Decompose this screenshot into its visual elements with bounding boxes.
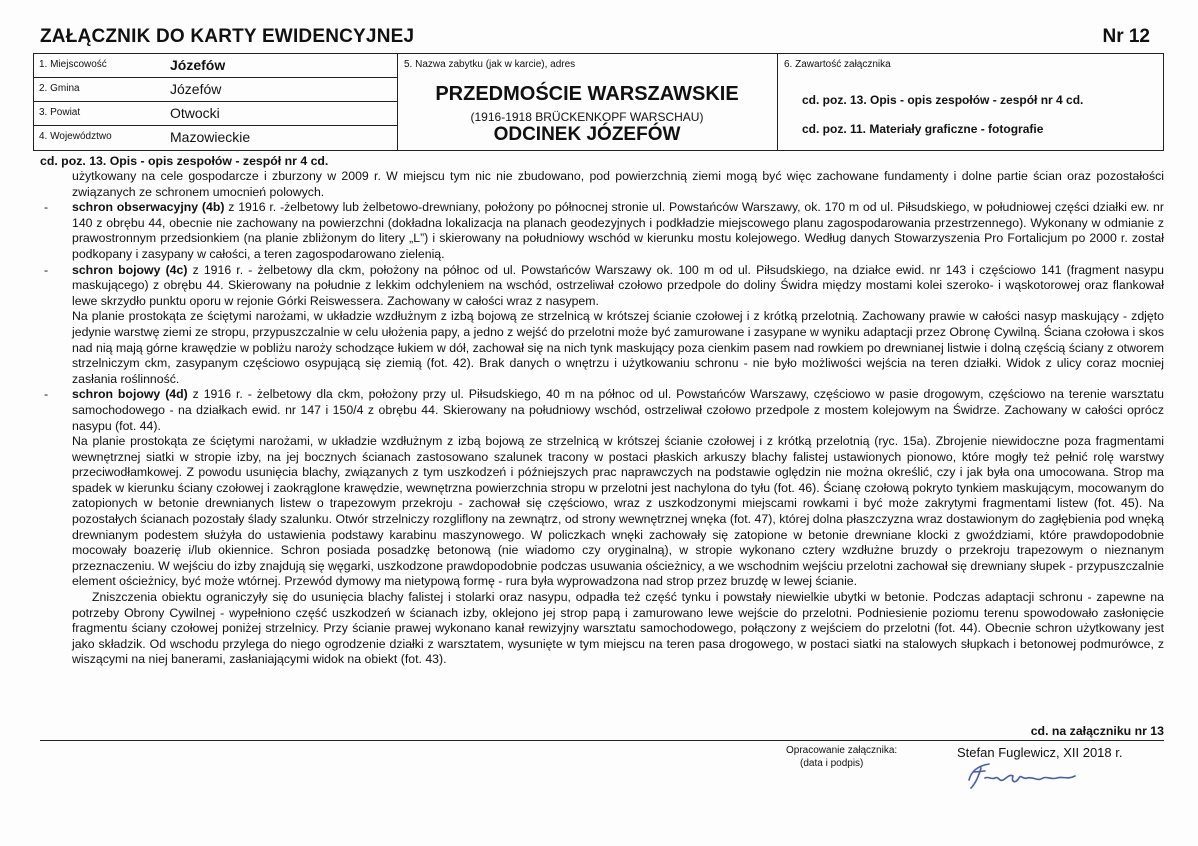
monument-column	[398, 54, 778, 150]
date-signature-label: (data i podpis)	[800, 758, 864, 769]
field-value: Mazowieckie	[170, 129, 251, 145]
intro-paragraph: użytkowany na cele gospodarcze i zburzony w 2009 r. W miejscu tym nic nie zbudowano, pod powierzchnią ziemi mogą być więc zachowane fundamenty i dolne partie ścian oraz pozostałości związanych ze schronem umocnień polowych.	[72, 169, 1164, 199]
handwritten-signature	[955, 758, 1095, 795]
field-value: Otwocki	[170, 105, 220, 121]
section-heading: cd. poz. 13. Opis - opis zespołów - zespół nr 4 cd.	[40, 154, 329, 168]
bunker-name: schron bojowy (4c)	[72, 262, 188, 277]
bunker-text: z 1916 r. - żelbetowy dla ckm, położony przy ul. Piłsudskiego, 40 m na północ od ul. Powstańców Warszawy, częściowo w pasie drogowym, częściowo na terenie warsztatu samochodowego - na działkach ewid. nr 147 i 150/4 z obrębu 44. Skierowany na południowy wschód, ostrzeliwał czołowo przedpole z mostem kolejowym na Świdrze. Zachowany w całości oprócz nasypu (fot. 44).	[72, 387, 1164, 433]
monument-subtitle: (1916-1918 BRÜCKENKOPF WARSCHAU)	[470, 110, 704, 124]
field-voivodeship	[34, 126, 398, 150]
attachment-number: Nr 12	[1102, 26, 1150, 47]
location-column	[34, 54, 398, 150]
field-label: 4. Województwo	[39, 131, 112, 142]
field-label: 1. Miejscowość	[39, 59, 107, 70]
field-value: Józefów	[170, 57, 226, 73]
bunker-text: z 1916 r. - żelbetowy dla ckm, położony na północ od ul. Powstańców Warszawy ok. 100 m od ul. Piłsudskiego, na działce ewid. nr 143 i częściowo 141 (fragment nasypu maskującego) z obrębu 44. Skierowany na południe z lekkim odchyleniem na wschód, ostrzeliwał czołowo przedpole do doliny Świdra między mostami kolei szeroko- i wąskotorowej oraz flankował lewe skrzydło punktu oporu w rejonie Górki Reiswessera. Zachowany w całości wraz z nasypem.	[72, 262, 1164, 308]
bunker-name: schron obserwacyjny (4b)	[72, 200, 225, 215]
continuation-note: cd. na załączniku nr 13	[1030, 724, 1164, 738]
dash-bullet: -	[44, 200, 49, 215]
contents-label: 6. Zawartość załącznika	[784, 59, 891, 70]
bunker-paragraph: Na planie prostokąta ze ściętymi narożami, w układzie wzdłużnym z izbą bojową ze strzelnicą w krótszej ścianie czołowej i z krótką przelotnią. Zachowany prawie w całości nasyp maskujący - zdjęto jedynie warstwę ziemi ze stropu, przypuszczalnie w celu ułożenia papy, a jedno z wejść do przelotni może być zamurowane i zasypane w wyniku adaptacji przez Obronę Cywilną. Ściana czołowa i skos nad nią mają górne krawędzie w pobliżu naroży schodzące łukiem w dół, zachował się na nich tynk maskujący poza cienkim pasem nad rowkiem po drewnianej listwie i dolną częścią ściany z otworem strzelniczym ckm, zasypanym częściowo osypującą się ziemią (fot. 42). Brak danych o wnętrzu i użytkowaniu schronu - nie było możliwości wejścia na teren działki. Widok z ulicy coraz mocniej zasłania roślinność.	[72, 309, 1164, 386]
contents-line-1: cd. poz. 13. Opis - opis zespołów - zespół nr 4 cd.	[802, 93, 1084, 107]
author-line: Stefan Fuglewicz, XII 2018 r.	[957, 745, 1123, 760]
field-label: 3. Powiat	[39, 107, 81, 118]
dash-bullet: -	[44, 387, 49, 402]
bunker-item	[40, 200, 1164, 262]
contents-line-2: cd. poz. 11. Materiały graficzne - fotografie	[802, 122, 1044, 136]
contents-column	[778, 54, 1163, 150]
document-title: ZAŁĄCZNIK DO KARTY EWIDENCYJNEJ	[40, 26, 415, 47]
monument-section: ODCINEK JÓZEFÓW	[493, 124, 681, 145]
bunker-name: schron bojowy (4d)	[72, 387, 188, 402]
dash-bullet: -	[44, 262, 49, 277]
damage-paragraph: Zniszczenia obiektu ograniczyły się do usunięcia blachy falistej i stolarki oraz nasypu, odpadła też część tynku i powstały niewielkie ubytki w betonie. Podczas adaptacji schronu - zapewne na potrzeby Obrony Cywilnej - wypełniono część uszkodzeń w ścianach izby, oklejono jej strop papą i zamurowano lewe wejście do przelotni. Podniesienie poziomu terenu spowodowało zasłonięcie fragmentu ściany czołowej poniżej strzelnicy. Przy ścianie prawej wykonano kanał rewizyjny warsztatu samochodowego, połączony z wejściem do przelotni (fot. 44). Obecnie schron użytkowany jest jako składzik. Od wschodu przylega do niego ogrodzenie działki z warsztatem, wysunięte w tym miejscu na teren pasa drogowego, w postaci siatki na stalowych słupkach i betonowej podmurówce, z wiszącymi na niej banerami, zasłaniającymi widok na obiekt (fot. 43).	[72, 590, 1164, 667]
header-table	[33, 53, 1164, 151]
footer-divider	[40, 740, 1164, 741]
monument-label: 5. Nazwa zabytku (jak w karcie), adres	[404, 59, 576, 70]
bunker-item	[40, 263, 1164, 310]
bunker-text: z 1916 r. -żelbetowy lub żelbetowo-drewniany, położony po północnej stronie ul. Powstańców Warszawy, ok. 170 m od ul. Piłsudskiego, w południowej części działki ew. nr 140 z obrębu 44, obecnie nie zachowany na powierzchni (dokładna lokalizacja na planach geodezyjnych i podkładzie miejscowego planu zagospodarowania przestrzennego). Wykonany w odmianie z prawostronnym przedsionkiem (na planie zbliżonym do litery „L”) i skierowany na południowy wschód w kierunku mostu kolejowego. Według danych Stowarzyszenia Pro Fortalicjum po 2000 r. został podkopany i zasypany w całości, a teren zagospodarowano zielenią.	[72, 200, 1164, 261]
field-county	[34, 102, 398, 126]
monument-name: PRZEDMOŚCIE WARSZAWSKIE	[435, 83, 739, 105]
bunker-paragraph: Na planie prostokąta ze ściętymi narożami, w układzie wzdłużnym z izbą bojową ze strzelnicą w krótszej ścianie czołowej i z krótką przelotnią (ryc. 15a). Zbrojenie niewidoczne poza fragmentami wewnętrznej siatki w stropie izby, na jej bocznych ścianach zastosowano szalunek tracony w postaci płaskich arkuszy blachy falistej ustawionych pionowo, które mogły też pełnić rolę warstwy przeciwodłamkowej. Z powodu usunięcia blachy, związanych z tym uszkodzeń i późniejszych prac naprawczych na podstawie oględzin nie można określić, czy i jak była ona umocowana. Strop ma spadek w kierunku ściany czołowej i zaokrąglone krawędzie, wewnętrzna powierzchnia stropu w przelotni jest nachylona do tyłu (fot. 46). Ścianę czołową pokryto tynkiem maskującym, mocowanym do zatopionych w betonie drewnianych listew o trapezowym przekroju - zachował się częściowo, wraz z uszkodzonymi miejscami rowkami i być może zakrytymi fragmentami listew (fot. 45). Na pozostałych ścianach pozostały ślady szalunku. Otwór strzelniczy rozgliflony na zewnątrz, od strony wewnętrznej wnęka (fot. 47), której dolna płaszczyzna wraz dostawionym do zagłębienia pod wnęką drewnianym podestem służyła do ustawienia podstawy karabinu maszynowego. W policzkach wnęki zachowały się zatopione w betonie drewniane klocki z gwoździami, które prawdopodobnie mocowały boazerię i/lub okiennice. Schron posiada posadzkę betonową (nie wiadomo czy oryginalną), w stropie wykonano cztery wzdłużne bruzdy o przekroju trapezowym o nieznanym przeznaczeniu. W wejściu do izby znajdują się węgarki, uszkodzone prawdopodobnie podczas usuwania ościeżnicy, a we wschodnim wejściu przelotni zachował się drewniany słupek - przypuszczalnie element ościeżnicy, być może wtórnej. Przewód dymowy ma nietypową formę - rura była wyprowadzona nad strop przez bruzdę w lewej ścianie.	[72, 434, 1164, 589]
description-body	[40, 169, 1164, 668]
field-locality	[34, 54, 398, 78]
field-value: Józefów	[170, 81, 222, 97]
bunker-item	[40, 387, 1164, 434]
field-label: 2. Gmina	[39, 83, 80, 94]
field-commune	[34, 78, 398, 102]
prepared-label: Opracowanie załącznika:	[786, 745, 898, 756]
